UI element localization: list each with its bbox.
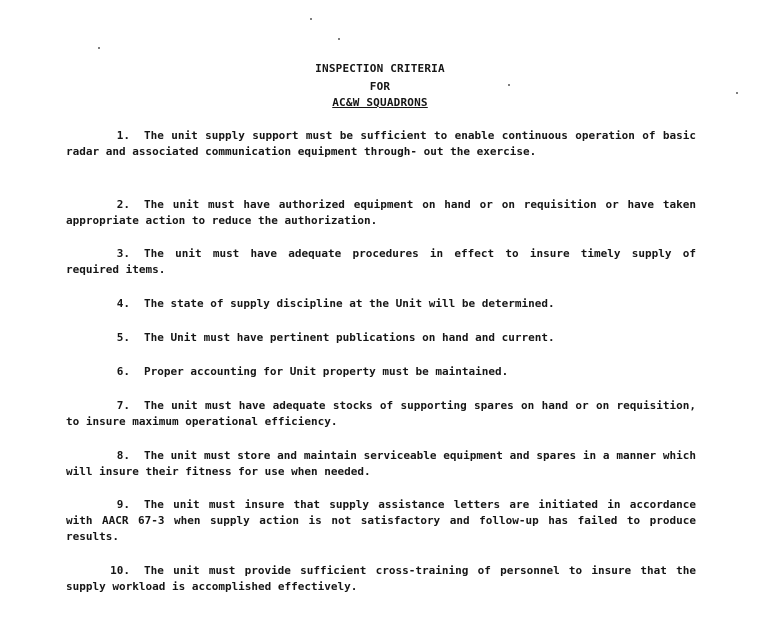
item-number: 8. — [116, 449, 130, 462]
item-number: 2. — [116, 198, 130, 211]
scan-speck — [310, 18, 312, 20]
item-text: The unit must have adequate stocks of supporting spares on hand or on requisition, to insure maximum operational efficiency. — [66, 399, 696, 428]
scan-speck — [98, 47, 100, 49]
item-number: 5. — [116, 331, 130, 344]
criteria-item-3 — [66, 246, 696, 278]
item-number: 4. — [116, 297, 130, 310]
title-line-3: AC&W SQUADRONS — [332, 96, 428, 109]
item-text: The Unit must have pertinent publications on hand and current. — [144, 331, 555, 344]
item-text: The unit must store and maintain serviceable equipment and spares in a manner which will insure their fitness for use when needed. — [66, 449, 696, 478]
scan-speck — [338, 38, 340, 40]
criteria-item-7 — [66, 398, 696, 430]
criteria-item-4 — [66, 296, 696, 312]
title-line-2: FOR — [369, 80, 391, 93]
item-number: 10. — [110, 564, 130, 577]
item-text: Proper accounting for Unit property must be maintained. — [144, 365, 509, 378]
item-number: 3. — [116, 247, 130, 260]
criteria-item-9 — [66, 497, 696, 545]
item-number: 7. — [116, 399, 130, 412]
item-text: The unit must have authorized equipment on hand or on requisition or have taken appropriate action to reduce the authorization. — [66, 198, 696, 227]
item-text: The unit must have adequate procedures in effect to insure timely supply of required items. — [66, 247, 696, 276]
title-line-1: INSPECTION CRITERIA — [315, 62, 445, 75]
criteria-item-2 — [66, 197, 696, 229]
item-text: The unit must provide sufficient cross-training of personnel to insure that the supply workload is accomplished effectively. — [66, 564, 696, 593]
item-text: The unit supply support must be sufficient to enable continuous operation of basic radar and associated communication equipment through- out the exercise. — [66, 129, 696, 158]
criteria-item-8 — [66, 448, 696, 480]
criteria-item-6 — [66, 364, 696, 380]
scan-speck — [508, 84, 510, 86]
scan-speck — [736, 92, 738, 94]
item-number: 9. — [116, 498, 130, 511]
item-text: The state of supply discipline at the Unit will be determined. — [144, 297, 555, 310]
criteria-item-5 — [66, 330, 696, 346]
item-text: The unit must insure that supply assistance letters are initiated in accordance with AACR 67-3 when supply action is not satisfactory and follow-up has failed to produce results. — [66, 498, 696, 543]
criteria-item-1 — [66, 128, 696, 160]
item-number: 6. — [116, 365, 130, 378]
criteria-item-10 — [66, 563, 696, 595]
item-number: 1. — [116, 129, 130, 142]
